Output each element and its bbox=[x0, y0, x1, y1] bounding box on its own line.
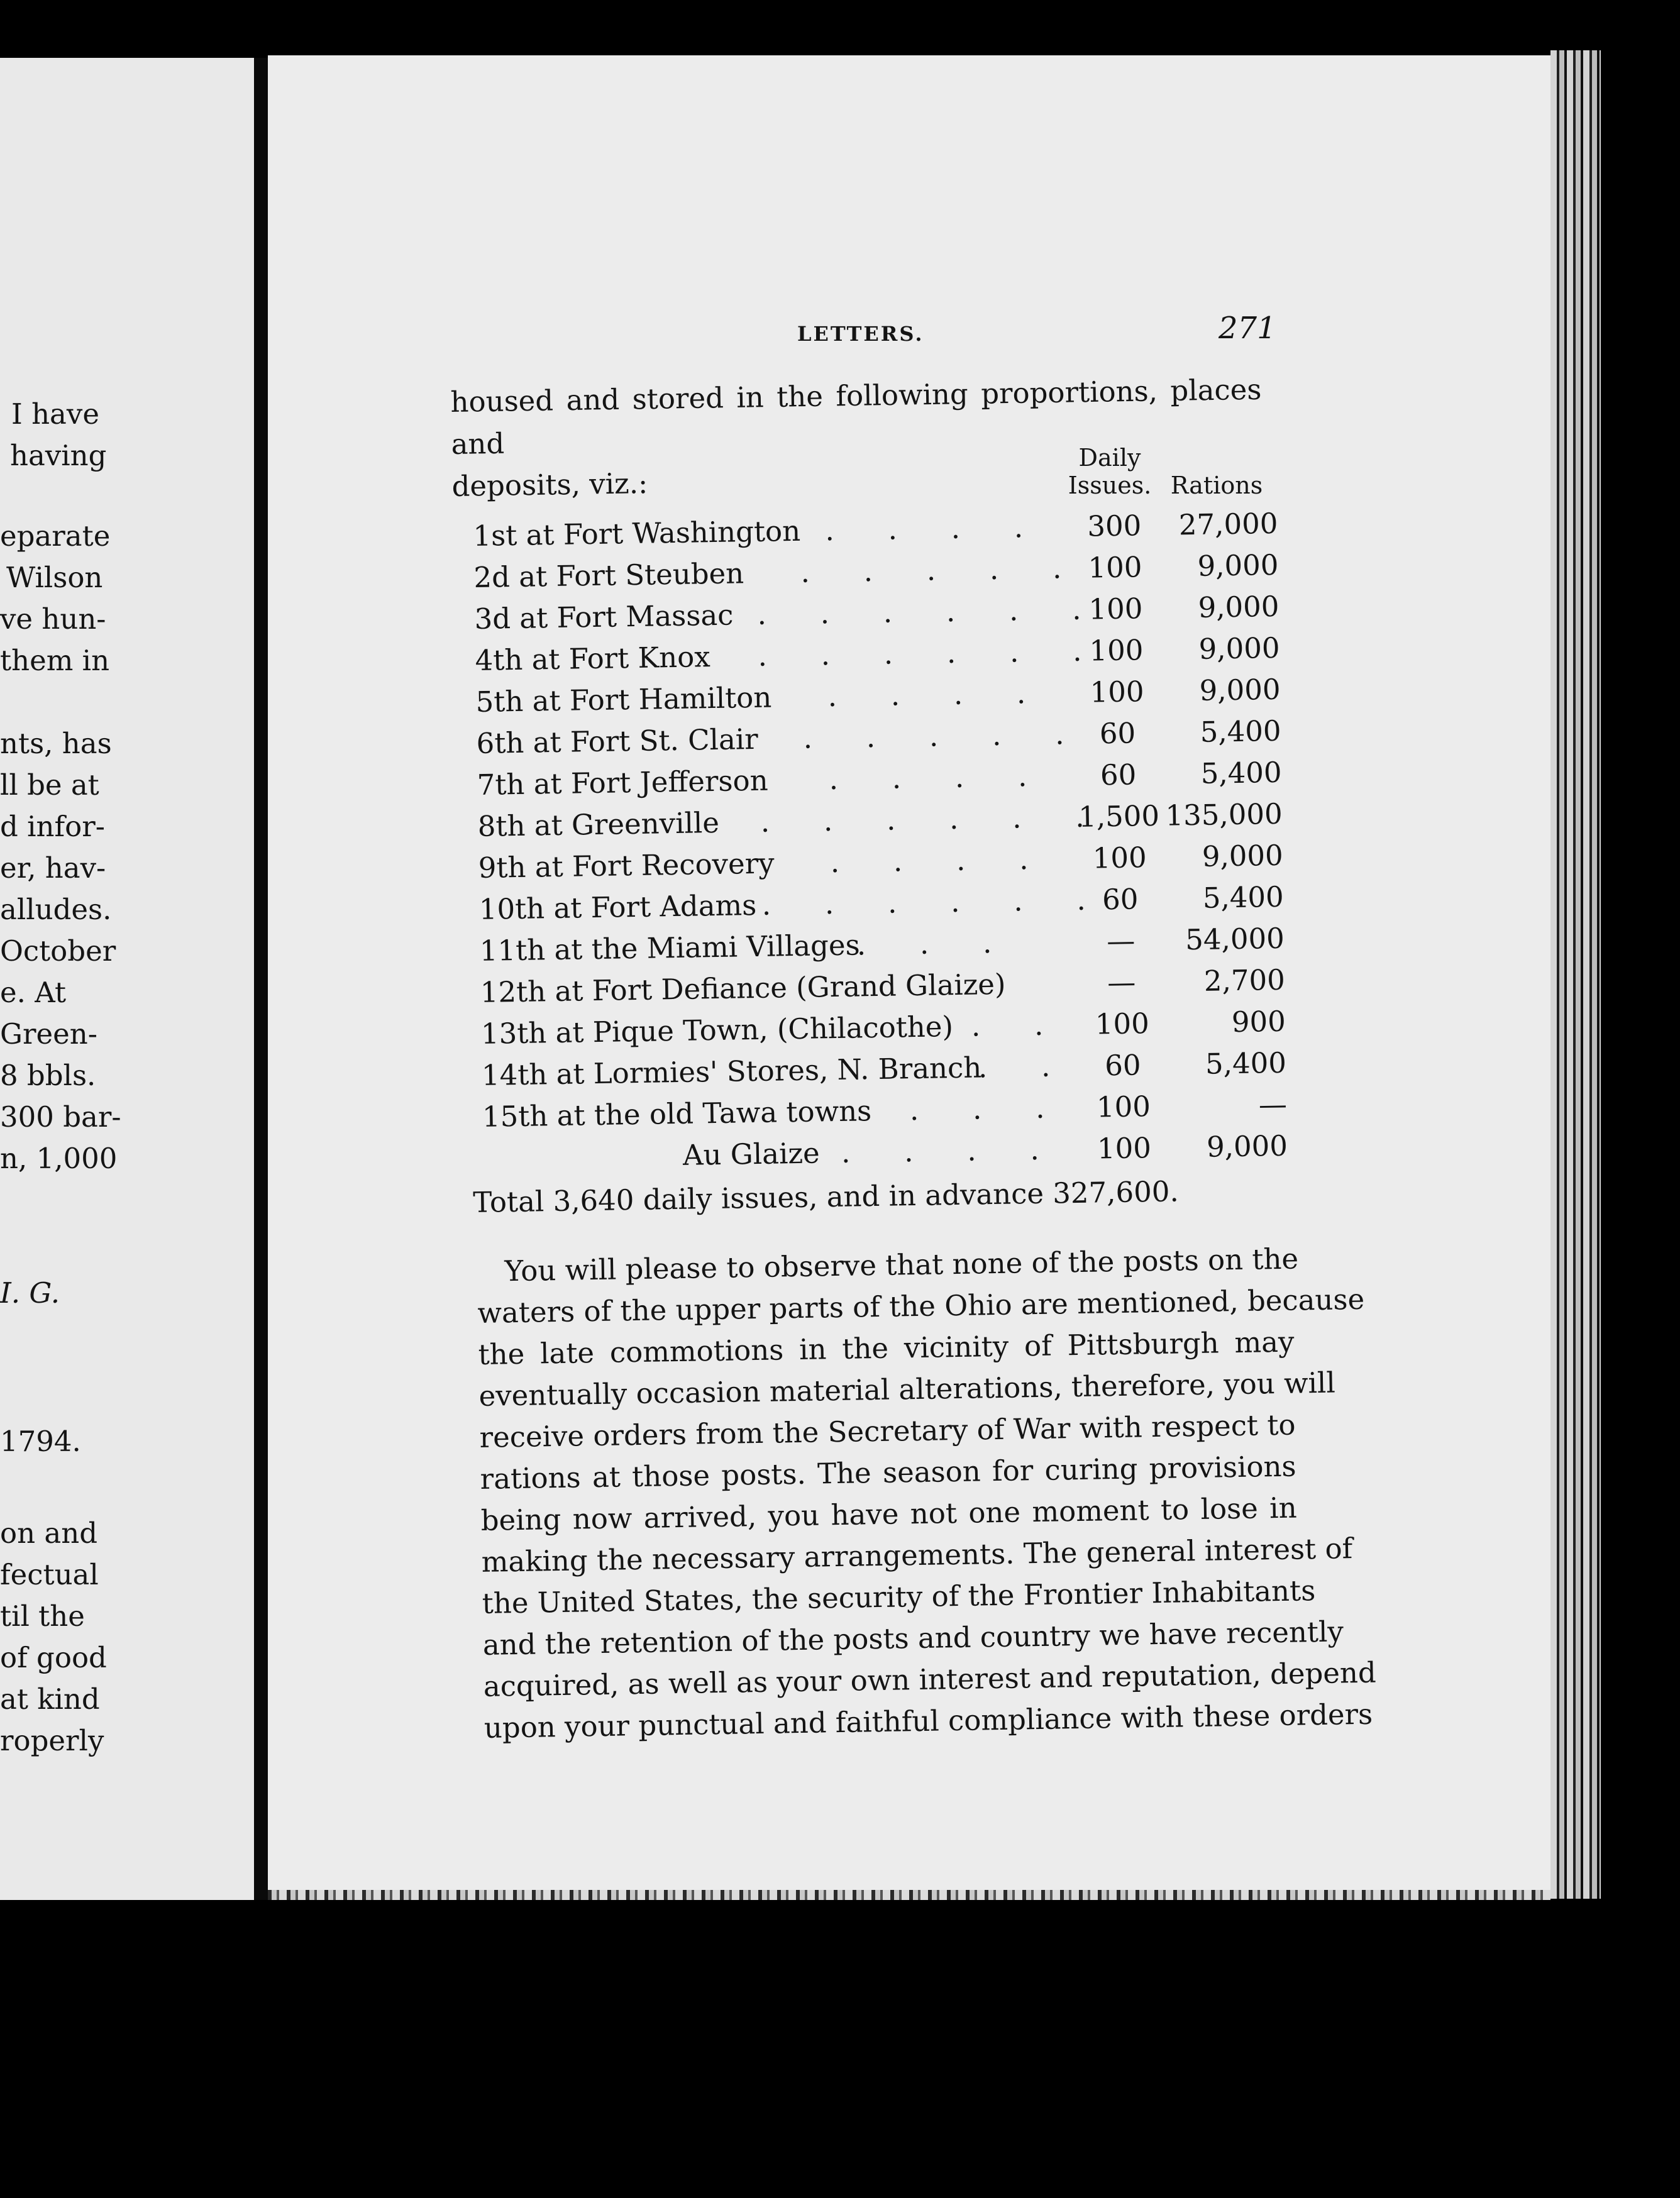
row-issues: 60 bbox=[1102, 882, 1139, 917]
row-label: 13th at Pique Town, (Chilacothe) bbox=[480, 1010, 954, 1051]
leader-dots: . . . bbox=[856, 926, 992, 962]
left-line: e. At bbox=[0, 976, 67, 1009]
row-rations: 27,000 bbox=[1178, 506, 1278, 542]
row-label: 8th at Greenville bbox=[477, 805, 720, 843]
row-issues: 100 bbox=[1088, 550, 1142, 585]
left-line: having bbox=[10, 439, 107, 472]
row-label: 11th at the Miami Villages bbox=[479, 928, 860, 968]
row-issues: 100 bbox=[1095, 1007, 1150, 1041]
row-issues: 100 bbox=[1089, 633, 1144, 668]
row-label: 6th at Fort St. Clair bbox=[476, 722, 759, 760]
left-line: eparate bbox=[0, 519, 111, 553]
leader-dots: . . . bbox=[909, 1091, 1045, 1127]
leader-dots: . . . . . . bbox=[757, 592, 1081, 631]
row-label: Au Glaize bbox=[682, 1136, 821, 1172]
paragraph-line: eventually occasion material alterations, therefore, you will bbox=[478, 1366, 1336, 1413]
paragraph-line: acquired, as well as your own interest and reputation, depend bbox=[483, 1655, 1377, 1703]
paragraph-line: You will please to observe that none of the posts on the bbox=[504, 1242, 1299, 1288]
row-label: 10th at Fort Adams bbox=[478, 888, 757, 926]
leader-dots: . . . . . bbox=[800, 551, 1062, 589]
column-header-rations: Rations bbox=[1170, 472, 1263, 499]
left-line: October bbox=[0, 934, 116, 968]
left-line: at kind bbox=[0, 1682, 100, 1716]
column-header-line: Issues. bbox=[1068, 472, 1152, 499]
left-line: alludes. bbox=[0, 893, 112, 926]
left-line: nts, has bbox=[0, 727, 112, 760]
row-issues: — bbox=[1106, 924, 1136, 958]
rations-table bbox=[473, 503, 1300, 1179]
row-rations: 5,400 bbox=[1205, 1046, 1287, 1081]
left-line: roperly bbox=[0, 1724, 104, 1757]
row-label: 14th at Lormies' Stores, N. Branch bbox=[481, 1051, 982, 1092]
left-line: Green- bbox=[0, 1017, 97, 1051]
column-header-line: Daily bbox=[1078, 444, 1141, 472]
row-rations: 9,000 bbox=[1206, 1129, 1288, 1164]
paragraph-line: receive orders from the Secretary of War with respect to bbox=[479, 1408, 1296, 1454]
leader-dots: . . . . bbox=[825, 511, 1024, 548]
running-head: LETTERS. bbox=[797, 322, 924, 346]
left-line: d infor- bbox=[0, 810, 105, 843]
paragraph-line: waters of the upper parts of the Ohio are mentioned, because bbox=[477, 1282, 1365, 1330]
left-line: n, 1,000 bbox=[0, 1142, 118, 1175]
row-label: 9th at Fort Recovery bbox=[478, 846, 775, 885]
row-rations: 9,000 bbox=[1198, 631, 1280, 666]
leader-dots: . . bbox=[971, 1008, 1044, 1043]
left-line: them in bbox=[0, 644, 110, 677]
row-label: 15th at the old Tawa towns bbox=[482, 1094, 872, 1134]
leader-dots: . . . . . . bbox=[760, 800, 1085, 839]
paragraph-line: the United States, the security of the Frontier Inhabitants bbox=[482, 1574, 1316, 1620]
left-line: Wilson bbox=[6, 561, 103, 594]
total-line: Total 3,640 daily issues, and in advance 327,600. bbox=[473, 1174, 1180, 1219]
row-issues: 100 bbox=[1097, 1131, 1152, 1166]
left-line: of good bbox=[0, 1641, 107, 1674]
leader-dots: . . . . . . bbox=[761, 883, 1086, 922]
left-line: I. G. bbox=[0, 1276, 60, 1310]
row-label: 4th at Fort Knox bbox=[475, 640, 711, 677]
leader-dots: . . . . bbox=[841, 1132, 1040, 1169]
row-issues: 300 bbox=[1087, 509, 1142, 543]
row-rations: 9,000 bbox=[1198, 589, 1279, 624]
page-edges-right bbox=[1550, 50, 1601, 1899]
left-line: I have bbox=[11, 397, 99, 431]
intro-line: housed and stored in the following proportions, places and bbox=[450, 372, 1262, 461]
page-edge-bottom bbox=[268, 1890, 1550, 1900]
paragraph-line: rations at those posts. The season for curing provisions bbox=[480, 1449, 1296, 1496]
row-rations: 9,000 bbox=[1202, 838, 1284, 873]
leader-dots: . . . . bbox=[830, 842, 1029, 880]
leader-dots: . . . . . bbox=[803, 717, 1064, 755]
paragraph-line: the late commotions in the vicinity of Pittsburgh may bbox=[478, 1325, 1295, 1371]
row-rations: 5,400 bbox=[1200, 714, 1281, 749]
row-rations: 54,000 bbox=[1185, 921, 1285, 957]
left-line: ll be at bbox=[0, 768, 99, 802]
row-issues: 100 bbox=[1092, 841, 1147, 875]
row-rations: 900 bbox=[1231, 1004, 1286, 1039]
row-issues: — bbox=[1107, 965, 1136, 1000]
left-line: ve hun- bbox=[0, 602, 106, 636]
page-number: 271 bbox=[1219, 311, 1276, 346]
row-rations: 5,400 bbox=[1200, 755, 1282, 790]
row-issues: 100 bbox=[1096, 1090, 1151, 1124]
left-line: fectual bbox=[0, 1558, 99, 1591]
row-issues: 1,500 bbox=[1078, 798, 1160, 834]
paragraph-line: being now arrived, you have not one moment to lose in bbox=[480, 1491, 1297, 1537]
row-label: 1st at Fort Washington bbox=[473, 514, 801, 553]
leader-dots: . . . . . . bbox=[758, 634, 1082, 673]
row-label: 5th at Fort Hamilton bbox=[475, 680, 772, 719]
left-line: on and bbox=[0, 1516, 97, 1550]
row-rations: 2,700 bbox=[1203, 963, 1286, 998]
left-line: 300 bar- bbox=[0, 1100, 121, 1134]
row-issues: 60 bbox=[1099, 716, 1136, 751]
book-gutter bbox=[254, 58, 268, 1900]
left-line: 8 bbls. bbox=[0, 1059, 96, 1092]
row-issues: 100 bbox=[1088, 592, 1143, 626]
left-line: til the bbox=[0, 1599, 85, 1633]
leader-dots: . . . . bbox=[829, 759, 1027, 797]
intro-line: deposits, viz.: bbox=[451, 467, 648, 503]
left-line: 1794. bbox=[0, 1425, 81, 1458]
row-rations: — bbox=[1258, 1087, 1288, 1122]
column-header-daily-issues bbox=[1063, 444, 1157, 499]
left-line: er, hav- bbox=[0, 851, 106, 885]
paragraph-line: upon your punctual and faithful compliance with these orders bbox=[484, 1697, 1373, 1745]
row-rations: 5,400 bbox=[1202, 880, 1285, 915]
row-rations: 135,000 bbox=[1165, 797, 1283, 832]
leader-dots: . . bbox=[978, 1049, 1051, 1085]
row-rations: 9,000 bbox=[1199, 672, 1281, 707]
paragraph-line: making the necessary arrangements. The general interest of bbox=[481, 1532, 1353, 1579]
row-label: 2d at Fort Steuben bbox=[473, 556, 744, 594]
row-issues: 100 bbox=[1090, 675, 1144, 709]
paragraph-line: and the retention of the posts and country we have recently bbox=[482, 1615, 1344, 1662]
row-rations: 9,000 bbox=[1197, 548, 1279, 583]
row-label: 7th at Fort Jefferson bbox=[477, 763, 769, 802]
row-issues: 60 bbox=[1104, 1048, 1141, 1083]
body-paragraph bbox=[477, 1239, 1377, 1749]
row-label: 3d at Fort Massac bbox=[474, 598, 734, 636]
leader-dots: . . . . bbox=[827, 677, 1026, 714]
row-issues: 60 bbox=[1100, 758, 1137, 792]
row-label: 12th at Fort Defiance (Grand Glaize) bbox=[480, 967, 1006, 1009]
